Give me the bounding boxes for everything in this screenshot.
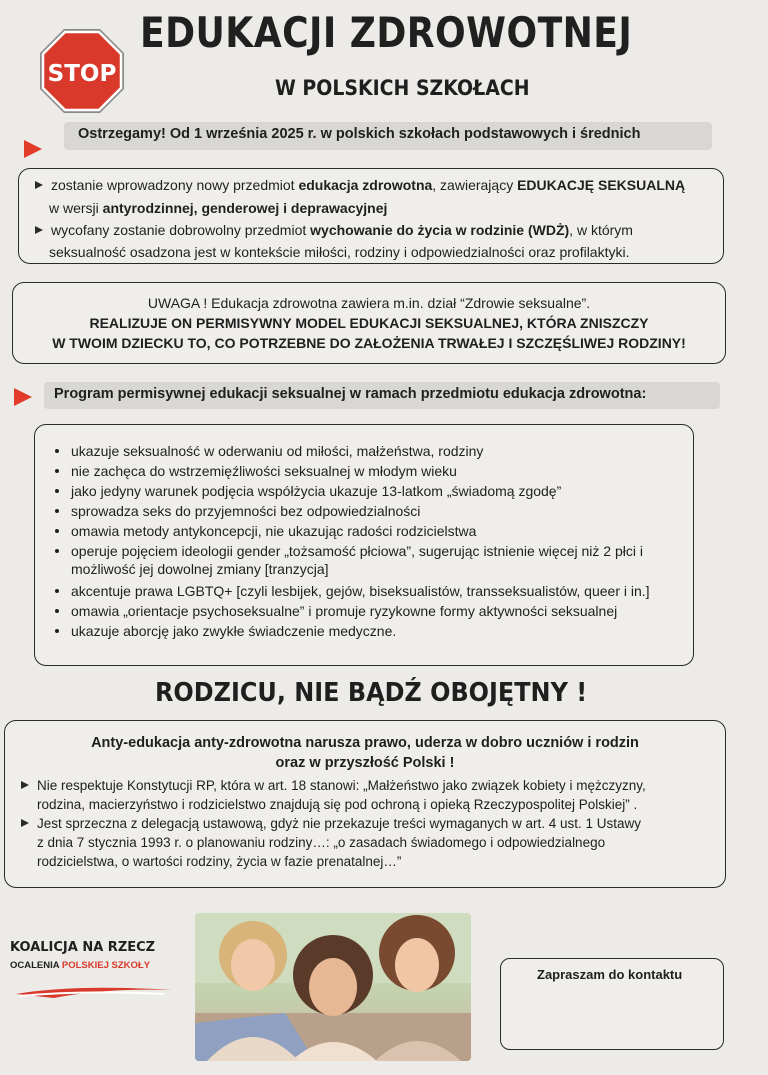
children-photo [195,913,471,1061]
list-item-continued: rodzina, macierzyństwo i rodzicielstwo znajdują się pod ochroną i opieką Rzeczypospolitej Polskiej” . [37,797,638,812]
coalition-logo-line-2: OCALENIA POLSKIEJ SZKOŁY [10,960,151,971]
list-item-continued: z dnia 7 stycznia 1993 r. o planowaniu rodziny…: „o zasadach świadomego i odpowiedzialnego [37,835,606,850]
law-heading-2: oraz w przyszłość Polski ! [275,755,455,771]
warning-line-1: UWAGA ! Edukacja zdrowotna zawiera m.in. dział “Zdrowie seksualne”. [147,295,591,311]
bullet-triangle-icon [35,226,43,234]
list-item: operuje pojęciem ideologii gender „tożsamość płciowa”, sugerując istnienie więcej niż 2 płci i [55,543,643,559]
arrow-right-icon [14,388,32,406]
list-item: Jest sprzeczna z delegacją ustawową, gdyż nie przekazuje treści wymaganych w art. 4 ust. 1 Ustawy [21,816,641,831]
list-item: sprowadza seks do przyjemności bez odpowiedzialności [55,503,420,519]
list-item: akcentuje prawa LGBTQ+ [czyli lesbijek, gejów, biseksualistów, transseksualistów, queer i in.] [55,583,650,599]
program-list-box [34,424,694,666]
contact-box [500,958,724,1050]
list-item: Nie respektuje Konstytucji RP, która w art. 18 stanowi: „Małżeństwo jako związek kobiety i mężczyzny, [21,778,646,793]
law-box [4,720,726,888]
list-item: omawia „orientacje psychoseksualne” i promuje ryzykowne formy aktywności seksualnej [55,603,617,619]
coalition-logo-line-1: KOALICJA NA RZECZ [10,940,156,955]
bullet-dot-icon [55,449,59,453]
list-item: wycofany zostanie dobrowolny przedmiot wychowanie do życia w rodzinie (WDŻ), w którym [35,222,633,238]
contact-label: Zapraszam do kontaktu [537,967,683,982]
bullet-dot-icon [55,629,59,633]
list-item: zostanie wprowadzony nowy przedmiot edukacja zdrowotna, zawierający EDUKACJĘ SEKSUALNĄ [35,177,685,193]
bullet-dot-icon [55,509,59,513]
list-item: ukazuje aborcję jako zwykłe świadczenie medyczne. [55,623,396,639]
page-title: EDUKACJI ZDROWOTNEJ [140,8,633,57]
stop-sign-text: STOP [47,61,117,87]
page-subtitle: W POLSKICH SZKOŁACH [275,76,530,100]
list-item: omawia metody antykoncepcji, nie ukazując radości rodzicielstwa [55,523,476,539]
warning-line-2: REALIZUJE ON PERMISYWNY MODEL EDUKACJI SEKSUALNEJ, KTÓRA ZNISZCZY [89,315,649,331]
list-item-continued: możliwość jej dowolnej zmiany [tranzycja] [71,561,329,577]
warning-banner: Ostrzegamy! Od 1 września 2025 r. w polskich szkołach podstawowych i średnich [64,122,712,150]
info-box-1 [18,168,724,264]
law-heading-1: Anty-edukacja anty-zdrowotna narusza prawo, uderza w dobro uczniów i rodzin [91,735,639,751]
list-item: jako jedyny warunek podjęcia współżycia ukazuje 13-latkom „świadomą zgodę” [55,483,561,499]
list-item-continued: w wersji antyrodzinnej, genderowej i deprawacyjnej [49,200,388,216]
bullet-triangle-icon [21,819,29,827]
list-item: nie zachęca do wstrzemięźliwości seksualnej w młodym wieku [55,463,457,479]
program-banner: Program permisywnej edukacji seksualnej w ramach przedmiotu edukacja zdrowotna: [44,382,720,409]
arrow-right-icon [24,140,42,158]
bullet-dot-icon [55,489,59,493]
bullet-dot-icon [55,529,59,533]
list-item-continued: rodzicielstwa, o wartości rodziny, życia w fazie prenatalnej…” [37,854,402,869]
warning-box [12,282,726,364]
bullet-triangle-icon [35,181,43,189]
bullet-dot-icon [55,549,59,553]
list-item-continued: seksualność osadzona jest w kontekście miłości, rodziny i odpowiedzialności oraz profilaktyki. [49,244,630,260]
bullet-dot-icon [55,609,59,613]
warning-line-3: W TWOIM DZIECKU TO, CO POTRZEBNE DO ZAŁOŻENIA TRWAŁEJ I SZCZĘŚLIWEJ RODZINY! [52,335,686,351]
bullet-dot-icon [55,589,59,593]
list-item: ukazuje seksualność w oderwaniu od miłości, małżeństwa, rodziny [55,443,483,459]
bullet-triangle-icon [21,781,29,789]
appeal-heading: RODZICU, NIE BĄDŹ OBOJĘTNY ! [155,678,588,708]
bullet-dot-icon [55,469,59,473]
flag-swoosh-icon [14,982,174,1004]
stop-sign-icon [38,27,126,115]
